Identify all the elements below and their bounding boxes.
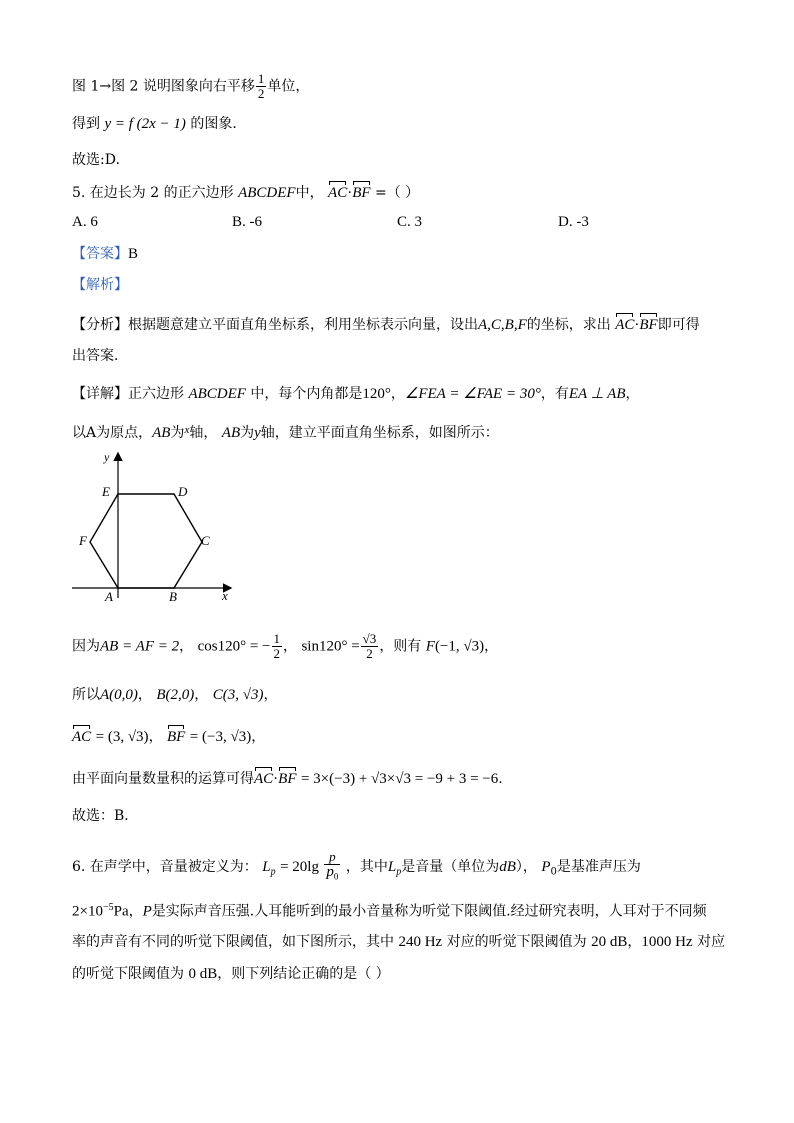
q6-base-pressure: 2×10 <box>72 903 103 920</box>
q6-lp-sub: p <box>270 866 276 878</box>
xj-angle: 120° <box>362 386 391 402</box>
q6-l4-text-a: 的听觉下限阈值为 <box>72 966 184 982</box>
dot-result: = 3×(−3) + √3×√3 = −9 + 3 = −6 <box>300 771 499 787</box>
fenxi-text-d: 出答案． <box>72 348 128 364</box>
q6-fraction <box>324 850 340 884</box>
xj-angle-eq: ∠FEA = ∠FAE = 30° <box>404 386 541 402</box>
point-f-coord: (−1, √3) <box>434 638 485 655</box>
q6-l4-text-b: ，则下列结论正确的是（ ） <box>217 966 390 982</box>
coord-line <box>72 420 499 443</box>
analysis-tag: 【解析】 <box>72 277 128 293</box>
dot-operator: · <box>273 771 279 787</box>
hexagon-outline <box>90 494 202 588</box>
fenxi-line-1 <box>72 312 700 335</box>
sin-denominator: 2 <box>366 646 373 661</box>
question-6-line-2 <box>72 898 707 922</box>
dot-end: . <box>498 771 503 787</box>
coord-b: B(2,0) <box>156 687 195 703</box>
q5-hexagon-name: ABCDEF <box>238 185 296 201</box>
vectors-sep: ， <box>148 729 163 745</box>
cos-numerator: 1 <box>273 631 280 646</box>
line1-tail: 单位， <box>267 78 310 95</box>
because-sep-1: ， <box>179 638 194 655</box>
q6-text-b: ，其中 <box>345 858 388 875</box>
coord-a: A(0,0) <box>100 687 138 703</box>
point-f: F <box>425 638 435 655</box>
xj-perp: EA ⊥ AB <box>568 386 626 402</box>
because-eq: AB = AF = 2 <box>100 638 180 655</box>
point-label-b: B <box>169 589 177 604</box>
question-6-line-1 <box>72 850 641 884</box>
vector-bf: BF <box>278 766 296 789</box>
choose-d: 故选:D. <box>72 152 120 168</box>
coord-x: x <box>184 424 190 436</box>
option-a: A. 6 <box>72 214 98 230</box>
cos-denominator: 2 <box>273 646 280 661</box>
fenxi-text-a: 根据题意建立平面直角坐标系，利用坐标表示向量，设出 <box>128 317 478 333</box>
point-label-e: E <box>102 484 110 499</box>
fenxi-points: A,C,B,F <box>478 317 527 333</box>
function-expression: y = f (2x − 1) <box>104 116 186 132</box>
so-end: ， <box>263 687 278 703</box>
xj-end: ， <box>625 386 640 402</box>
xiangjie-tag: 【详解】 <box>72 386 128 402</box>
q6-threshold-0db: 0 dB <box>188 966 218 982</box>
vector-bf-label: BF <box>167 724 185 747</box>
q6-l3-text-d: 对应 <box>697 934 726 950</box>
axis-label-x: x <box>222 588 228 603</box>
line1-text: 图 1→图 2 说明图象向右平移 <box>72 78 255 95</box>
answer-line <box>72 244 138 264</box>
because-sep-2: ， <box>283 638 297 655</box>
coord-ab-2: AB <box>221 425 241 441</box>
sin-expression: sin120° = <box>301 638 360 655</box>
dot-operator: · <box>634 317 640 333</box>
vector-ac-label: AC <box>72 724 91 747</box>
vectors-end: ， <box>251 729 266 745</box>
sin-fraction <box>361 632 379 661</box>
xj-text-d: ，有 <box>540 386 569 402</box>
q5-blank: =（ ） <box>374 185 420 201</box>
text-line-1 <box>72 72 309 101</box>
vector-bf: BF <box>639 312 657 335</box>
q6-freq-1000: 1000 Hz <box>641 934 693 950</box>
so-line <box>72 685 277 705</box>
option-d: D. -3 <box>558 214 589 230</box>
q6-text-c: 是音量（单位为 <box>401 858 500 875</box>
q6-p0-sub: 0 <box>550 866 557 878</box>
fenxi-line-2 <box>72 346 128 366</box>
q6-l3-text-a: 率的声音有不同的听觉下限阈值，如下图所示，其中 <box>72 934 394 950</box>
coord-text-e: 轴，建立平面直角坐标系，如图所示： <box>260 425 499 441</box>
xj-text-b: 中，每个内角都是 <box>250 386 363 402</box>
q6-frac-denominator: p <box>326 864 334 880</box>
point-label-c: C <box>201 533 210 548</box>
q6-p0: P <box>541 858 551 875</box>
q6-p: P <box>142 903 152 920</box>
xj-text-a: 正六边形 <box>128 386 184 402</box>
coord-text-a: 以A为原点， <box>72 425 153 441</box>
q6-threshold-20db: 20 dB <box>591 934 628 950</box>
question-6-line-3 <box>72 932 725 952</box>
q6-db: dB <box>499 858 516 875</box>
line2-text: 得到 <box>72 116 100 132</box>
coord-y: y <box>254 425 261 441</box>
vector-ac: AC <box>328 180 347 203</box>
hexagon-figure <box>68 448 238 608</box>
q6-frac-den-sub: 0 <box>333 871 339 882</box>
text-line-2 <box>72 114 246 134</box>
xiangjie-line-1 <box>72 384 640 404</box>
cos-expression: cos120° = − <box>197 638 271 655</box>
question-5 <box>72 180 419 203</box>
coord-ab-1: AB <box>152 425 171 441</box>
vector-ac: AC <box>254 766 273 789</box>
dot-product-line <box>72 766 503 789</box>
because-text-a: 因为 <box>72 638 100 655</box>
fenxi-text-c: 即可得 <box>657 317 700 333</box>
coord-text-b: 为 <box>170 425 185 441</box>
q6-l2-text: 是实际声音压强.人耳能听到的最小音量称为听觉下限阈值.经过研究表明，人耳对于不同频 <box>151 903 707 920</box>
choose-b-line <box>72 806 138 826</box>
q6-frac-numerator: p <box>324 850 340 865</box>
axis-label-y: y <box>104 450 110 464</box>
point-label-f: F <box>79 533 87 548</box>
coord-text-d: 为 <box>240 425 255 441</box>
point-label-d: D <box>178 484 188 499</box>
because-text-d: ，则有 <box>379 638 422 655</box>
q6-lp-ref-sub: p <box>396 866 402 878</box>
q6-formula-main: = 20lg <box>280 858 319 875</box>
so-sep-2: ， <box>194 687 209 703</box>
text-line-3 <box>72 150 120 170</box>
fenxi-text-b: 的坐标，求出 <box>526 317 611 333</box>
point-label-a: A <box>105 589 113 604</box>
dot-text: 由平面向量数量积的运算可得 <box>72 771 254 787</box>
analysis-line <box>72 275 128 295</box>
q6-text-d: ）， <box>515 858 537 875</box>
dot-operator: · <box>347 185 353 201</box>
xj-hexagon: ABCDEF <box>188 386 246 402</box>
q5-options <box>72 212 722 232</box>
q6-l3-text-b: 对应的听觉下限阈值为 <box>446 934 587 950</box>
q6-freq-240: 240 Hz <box>398 934 443 950</box>
vector-bf: BF <box>352 180 370 203</box>
vectors-line <box>72 724 265 747</box>
option-b: B. -6 <box>232 214 262 230</box>
cos-fraction <box>272 632 283 661</box>
q6-lp-symbol: L <box>262 858 271 875</box>
q6-stem: 6. 在声学中，音量被定义为： <box>72 858 258 875</box>
vector-ac: AC <box>615 312 634 335</box>
coord-c: C(3, √3) <box>212 687 264 703</box>
choose-b: 故选：B． <box>72 808 139 824</box>
q6-exponent: −5 <box>102 902 114 913</box>
fenxi-tag: 【分析】 <box>72 317 128 333</box>
q6-unit-pa: Pa <box>113 903 129 920</box>
vector-ac-value: = (3, √3) <box>95 729 149 745</box>
q6-l2-sep: ， <box>128 903 143 920</box>
answer-value: B <box>128 246 139 262</box>
q6-lp-ref: L <box>387 858 397 875</box>
option-c: C. 3 <box>397 214 423 230</box>
because-line <box>72 632 498 661</box>
fraction-numerator: 1 <box>257 71 265 86</box>
q6-l3-sep: ， <box>627 934 642 950</box>
sin-numerator: √3 <box>362 631 377 646</box>
fraction-denominator: 2 <box>257 86 265 101</box>
vector-bf-value: = (−3, √3) <box>189 729 252 745</box>
line2-tail: 的图象． <box>190 116 247 132</box>
because-end: ， <box>484 638 499 655</box>
coord-text-c: 轴， <box>189 425 218 441</box>
fraction-half <box>256 72 267 101</box>
answer-tag: 【答案】 <box>72 246 128 262</box>
xj-sep: ， <box>390 386 405 402</box>
q6-text-e: 是基准声压为 <box>556 858 641 875</box>
so-text: 所以 <box>72 687 100 703</box>
so-sep-1: ， <box>137 687 152 703</box>
q5-stem: 5. 在边长为 2 的正六边形 <box>72 185 234 201</box>
q5-stem-2: 中， <box>295 185 324 201</box>
question-6-line-4 <box>72 964 390 984</box>
